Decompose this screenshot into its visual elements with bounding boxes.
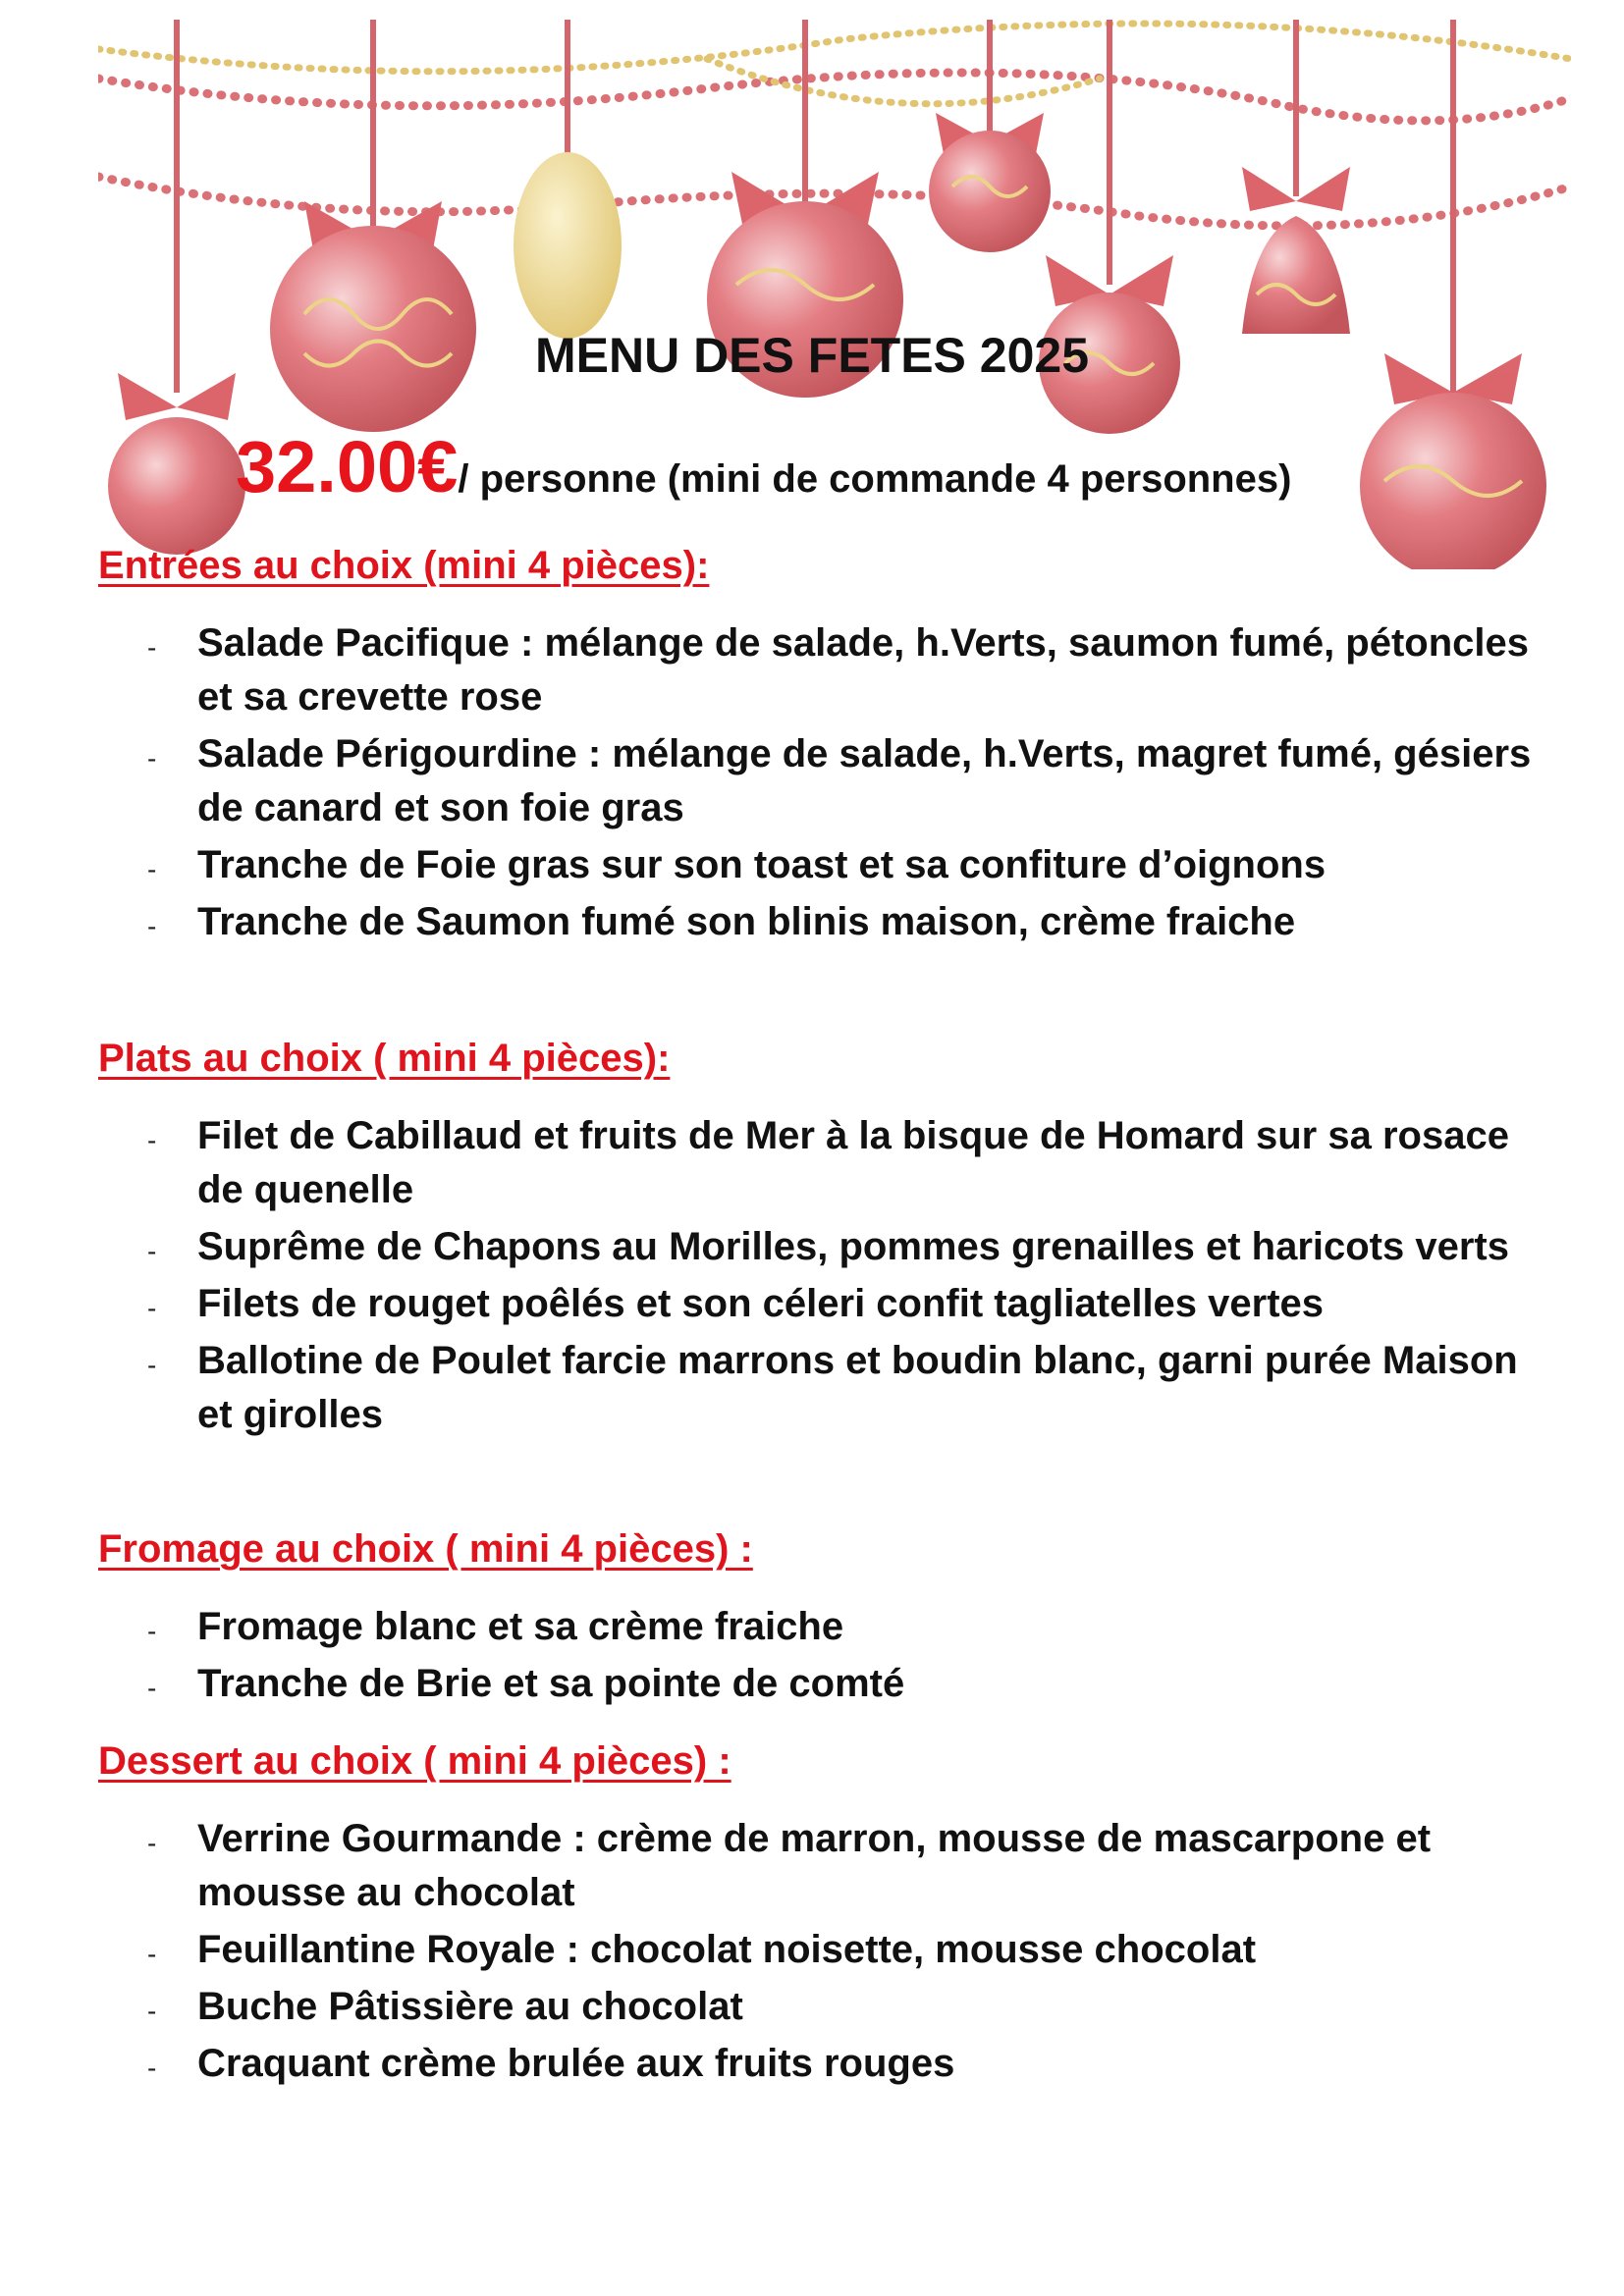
- section-heading: Fromage au choix ( mini 4 pièces) :: [98, 1527, 753, 1571]
- section-dessert: [98, 1735, 1551, 2094]
- bullet-dash: -: [147, 1125, 157, 1155]
- bullet-dash: -: [147, 1996, 157, 2026]
- bullet-dash: -: [147, 2053, 157, 2083]
- item-text: Verrine Gourmande : crème de marron, mousse de mascarpone et mousse au chocolat: [197, 1817, 1432, 1914]
- bullet-dash: -: [147, 1616, 157, 1646]
- list-item: [98, 838, 1551, 892]
- price-note: / personne (mini de commande 4 personnes): [458, 457, 1292, 501]
- list-item: [98, 1109, 1551, 1217]
- bullet-dash: -: [147, 743, 157, 774]
- page-title: MENU DES FETES 2025: [534, 328, 1090, 383]
- item-text: Filet de Cabillaud et fruits de Mer à la bisque de Homard sur sa rosace de quenelle: [197, 1114, 1509, 1211]
- section-fromage: [98, 1523, 1551, 1714]
- bullet-dash: -: [147, 854, 157, 884]
- item-text: Filets de rouget poêlés et son céleri confit tagliatelles vertes: [197, 1282, 1325, 1325]
- list-item: [98, 1277, 1551, 1331]
- list-item: [98, 616, 1551, 724]
- item-text: Fromage blanc et sa crème fraiche: [197, 1605, 844, 1648]
- bullet-dash: -: [147, 1236, 157, 1266]
- bullet-dash: -: [147, 911, 157, 941]
- item-text: Feuillantine Royale : chocolat noisette, mousse chocolat: [197, 1928, 1257, 1971]
- bullet-dash: -: [147, 1939, 157, 1969]
- bullet-dash: -: [147, 1673, 157, 1703]
- item-list: [98, 616, 1551, 949]
- item-text: Tranche de Saumon fumé son blinis maison, crème fraiche: [197, 900, 1296, 943]
- list-item: [98, 1812, 1551, 1920]
- list-item: [98, 727, 1551, 835]
- item-list: [98, 1109, 1551, 1442]
- section-heading: Dessert au choix ( mini 4 pièces) :: [98, 1739, 731, 1783]
- list-item: [98, 1657, 1551, 1711]
- list-item: [98, 1220, 1551, 1274]
- bullet-dash: -: [147, 1350, 157, 1380]
- item-text: Salade Pacifique : mélange de salade, h.Verts, saumon fumé, pétoncles et sa crevette rose: [197, 621, 1530, 719]
- item-text: Ballotine de Poulet farcie marrons et boudin blanc, garni purée Maison et girolles: [197, 1339, 1518, 1436]
- list-item: [98, 1980, 1551, 2034]
- list-item: [98, 1334, 1551, 1442]
- section-plats: [98, 1033, 1551, 1445]
- list-item: [98, 895, 1551, 949]
- price-line: [236, 425, 1291, 508]
- section-heading: Entrées au choix (mini 4 pièces):: [98, 544, 710, 587]
- item-text: Salade Périgourdine : mélange de salade, h.Verts, magret fumé, gésiers de canard et son foie gras: [197, 732, 1532, 829]
- section-entrees: [98, 540, 1551, 952]
- list-item: [98, 1923, 1551, 1977]
- item-list: [98, 1600, 1551, 1711]
- item-text: Suprême de Chapons au Morilles, pommes grenailles et haricots verts: [197, 1225, 1509, 1268]
- item-text: Tranche de Foie gras sur son toast et sa confiture d’oignons: [197, 843, 1326, 886]
- list-item: [98, 1600, 1551, 1654]
- price-value: 32.00€: [236, 426, 459, 507]
- item-text: Buche Pâtissière au chocolat: [197, 1985, 743, 2028]
- bullet-dash: -: [147, 632, 157, 663]
- item-list: [98, 1812, 1551, 2091]
- section-heading: Plats au choix ( mini 4 pièces):: [98, 1037, 671, 1080]
- item-text: Craquant crème brulée aux fruits rouges: [197, 2042, 955, 2085]
- bullet-dash: -: [147, 1828, 157, 1858]
- bullet-dash: -: [147, 1293, 157, 1323]
- list-item: [98, 2037, 1551, 2091]
- item-text: Tranche de Brie et sa pointe de comté: [197, 1662, 905, 1705]
